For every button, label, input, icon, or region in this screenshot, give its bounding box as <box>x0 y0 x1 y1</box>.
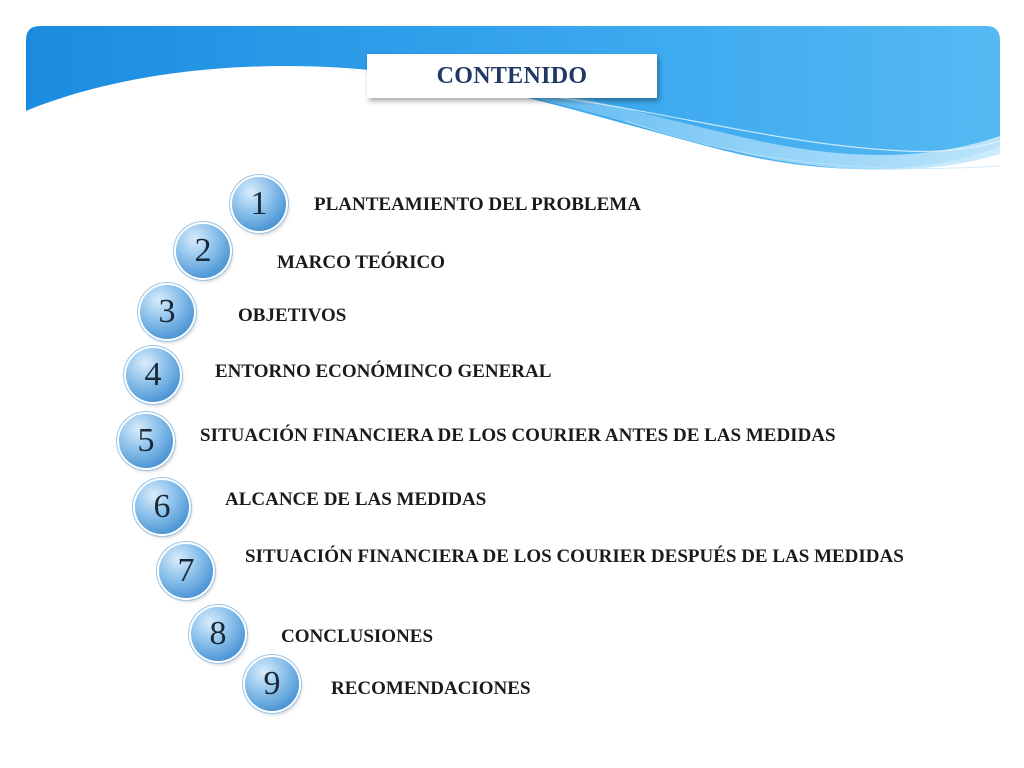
number-badge-8 <box>191 607 245 661</box>
number-badge-text: 6 <box>153 488 171 525</box>
header-wave-banner <box>26 26 1000 186</box>
number-badge-2 <box>176 224 230 278</box>
item-label-6: ALCANCE DE LAS MEDIDAS <box>225 489 487 510</box>
number-badge-9 <box>245 657 299 711</box>
number-badge-text: 3 <box>158 293 176 330</box>
number-badge-7 <box>159 544 213 598</box>
number-badge-4 <box>126 348 180 402</box>
number-badge-text: 9 <box>263 665 281 702</box>
title-box <box>367 54 657 98</box>
item-label-4: ENTORNO ECONÓMINCO GENERAL <box>215 361 552 382</box>
item-label-5: SITUACIÓN FINANCIERA DE LOS COURIER ANTES DE LAS MEDIDAS <box>200 425 836 446</box>
number-badge-1 <box>232 177 286 231</box>
number-badge-text: 4 <box>144 356 162 393</box>
item-label-9: RECOMENDACIONES <box>331 678 531 699</box>
number-badge-text: 2 <box>194 232 212 269</box>
number-badge-5 <box>119 414 173 468</box>
number-badge-6 <box>135 480 189 534</box>
item-label-3: OBJETIVOS <box>238 305 347 326</box>
page-title: CONTENIDO <box>436 62 588 89</box>
number-badge-3 <box>140 285 194 339</box>
number-badge-text: 8 <box>209 615 227 652</box>
number-badge-text: 1 <box>250 185 268 222</box>
item-label-2: MARCO TEÓRICO <box>277 252 446 273</box>
number-badge-text: 7 <box>177 552 195 589</box>
item-label-7: SITUACIÓN FINANCIERA DE LOS COURIER DESPUÉS DE LAS MEDIDAS <box>245 546 904 567</box>
number-badge-text: 5 <box>137 422 155 459</box>
item-label-1: PLANTEAMIENTO DEL PROBLEMA <box>314 194 641 215</box>
item-label-8: CONCLUSIONES <box>281 626 434 647</box>
